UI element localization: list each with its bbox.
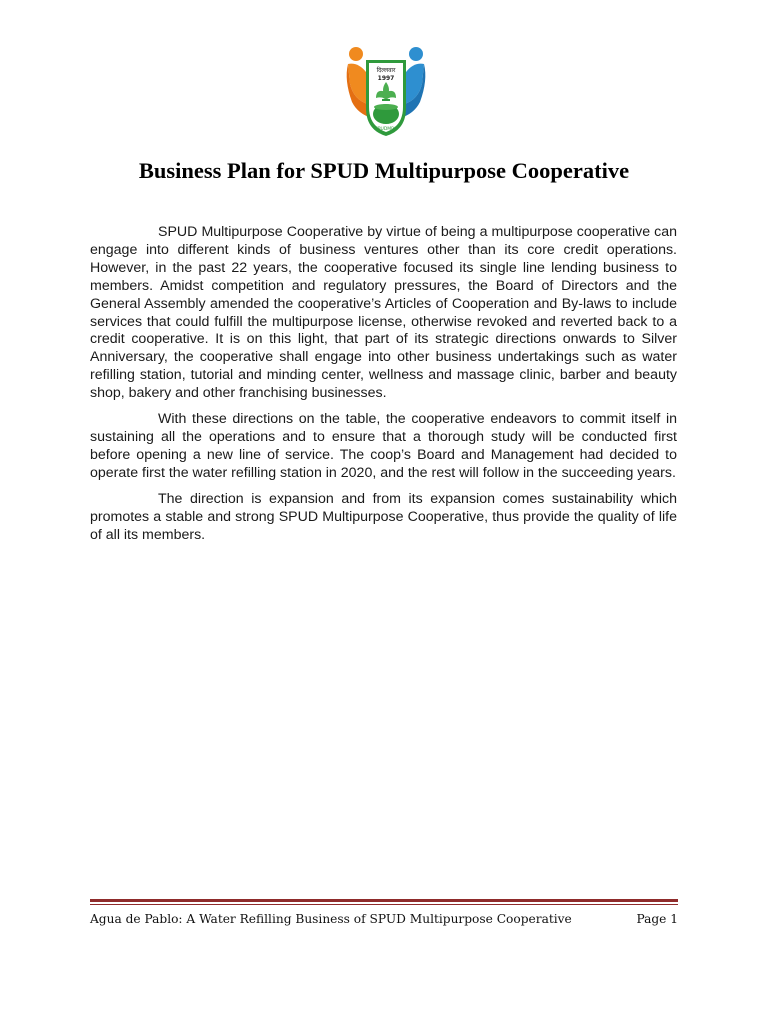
body-paragraph-2: With these directions on the table, the cooperative endeavors to commit itself in sustaining all the operations and to ensure that a thorough study will be conducted first before opening a new line of service. The coop’s Board and Management had decided to operate first the water refilling station in 2020, and the rest will follow in the succeeding years. bbox=[90, 411, 677, 481]
cooperative-logo-icon bbox=[344, 44, 428, 140]
logo-year-text: 1997 bbox=[377, 75, 395, 82]
logo-top-text: दिल्लवार bbox=[376, 67, 396, 74]
footer-document-title: Agua de Pablo: A Water Refilling Business of SPUD Multipurpose Cooperative bbox=[90, 912, 572, 926]
footer-page-number: Page 1 bbox=[636, 912, 678, 926]
document-body bbox=[90, 224, 677, 552]
footer-rule-thick bbox=[90, 899, 678, 902]
logo-bottom-text: SPUDMPC bbox=[374, 127, 398, 132]
body-paragraph-3: The direction is expansion and from its expansion comes sustainability which promotes a stable and strong SPUD Multipurpose Cooperative, thus provide the quality of life of all its members. bbox=[90, 490, 677, 543]
body-paragraph-1: SPUD Multipurpose Cooperative by virtue of being a multipurpose cooperative can engage into different kinds of business ventures other than its core credit operations. However, in the past 22 years, the cooperative focused its single line lending business to members. Amidst competition and regulatory pressures, the Board of Directors and the General Assembly amended the cooperative’s Articles of Cooperation and By-laws to include services that could fulfill the multipurpose license, otherwise revoked and reverted back to a credit cooperative. It is on this light, that part of its strategic directions onwards to Silver Anniversary, the cooperative shall engage into other business undertakings such as water refilling station, tutorial and minding center, wellness and massage clinic, barber and beauty shop, bakery and other franchising businesses. bbox=[90, 224, 677, 402]
footer-rule-thin bbox=[90, 904, 678, 905]
document-title: Business Plan for SPUD Multipurpose Cooperative bbox=[138, 158, 630, 183]
